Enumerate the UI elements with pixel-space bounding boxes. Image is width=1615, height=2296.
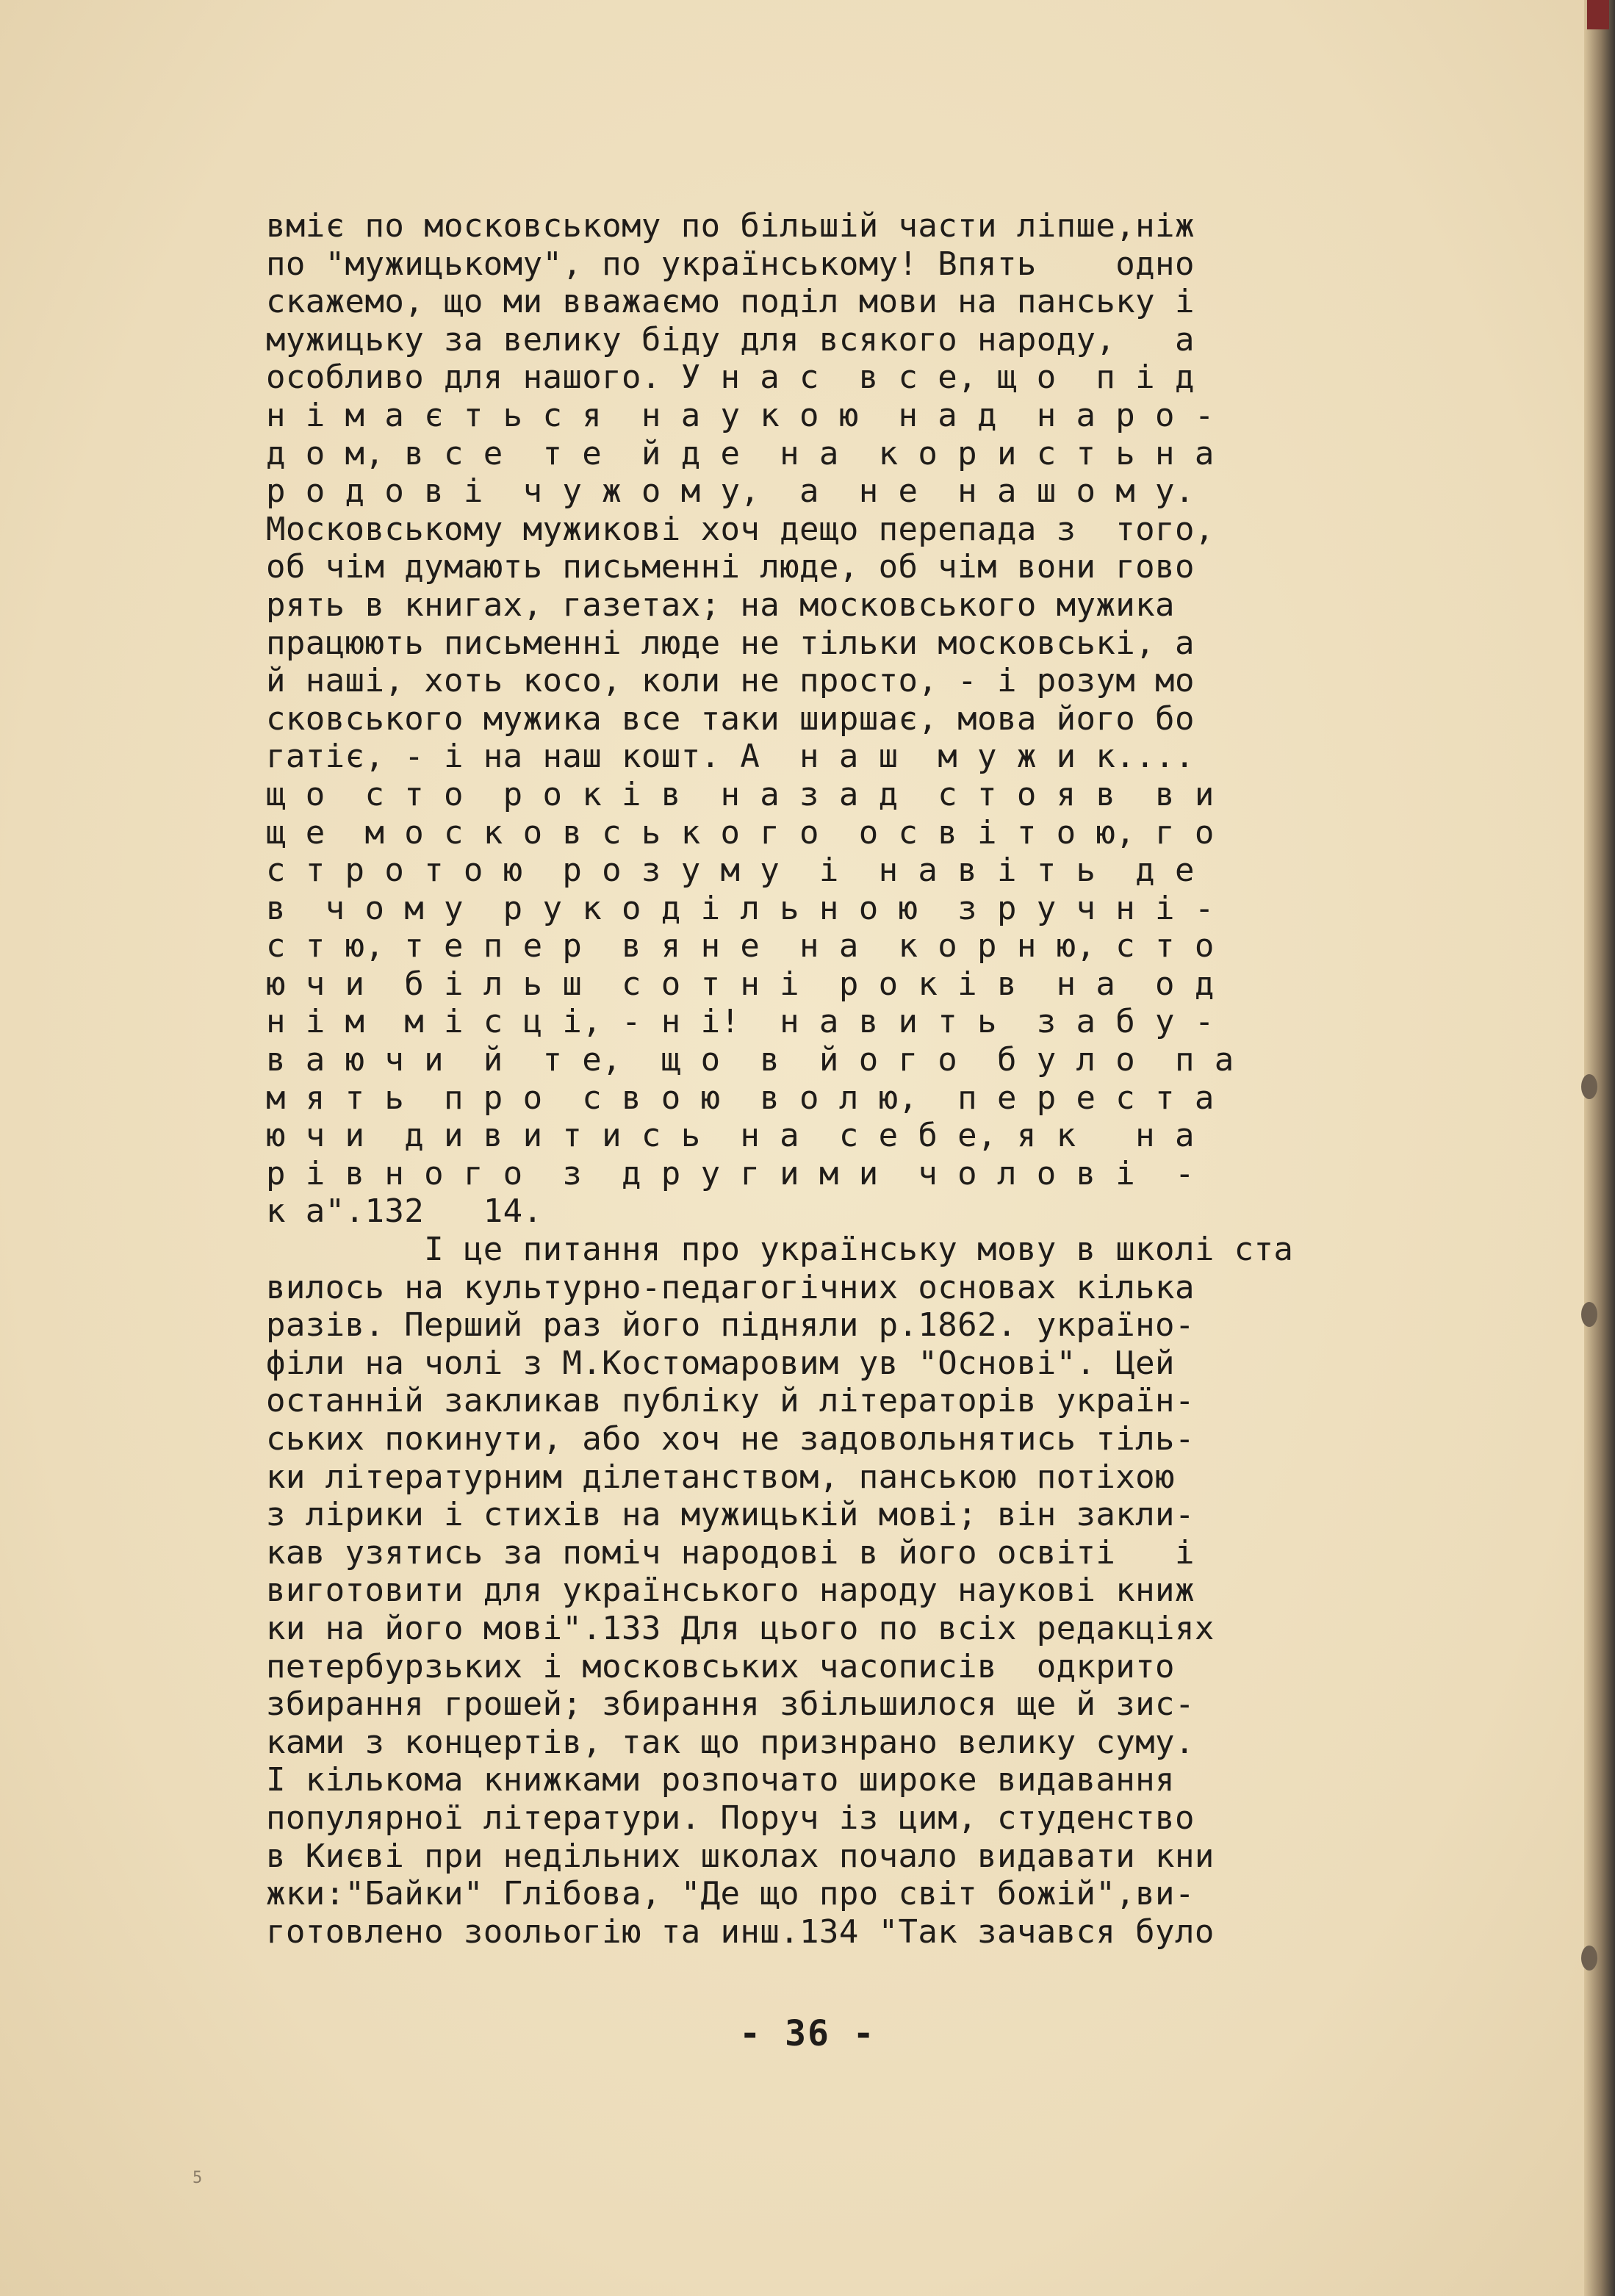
text-line: в а ю ч и й т е, щ о в й о г о б у л о п а bbox=[266, 1041, 1234, 1079]
text-line: з лірики і стихів на мужицькій мові; він закли- bbox=[266, 1496, 1195, 1534]
text-line: в ч о м у р у к о д і л ь н о ю з р у ч н і - bbox=[266, 889, 1215, 927]
text-line: ю ч и д и в и т и с ь н а с е б е, я к н а bbox=[266, 1117, 1195, 1155]
text-line: об чім думають письменні люде, об чім вони гово bbox=[266, 548, 1195, 586]
text-line: к а".132 14. bbox=[266, 1192, 543, 1231]
text-line: скажемо, що ми вважаємо поділ мови на панську і bbox=[266, 283, 1195, 321]
text-line: кав узятись за поміч народові в його освіті і bbox=[266, 1533, 1195, 1572]
text-line: виготовити для українського народу наукові книж bbox=[266, 1572, 1195, 1610]
text-line: ських покинути, або хоч не задовольнятись тіль- bbox=[266, 1420, 1195, 1458]
text-line: щ о с т о р о к і в н а з а д с т о я в в и bbox=[266, 775, 1215, 813]
text-line: в Києві при недільних школах почало видавати кни bbox=[266, 1837, 1215, 1875]
text-line: с т р о т о ю р о з у м у і н а в і т ь д е bbox=[266, 852, 1195, 890]
text-line: р і в н о г о з д р у г и м и ч о л о в і - bbox=[266, 1154, 1195, 1192]
text-line: сковського мужика все таки ширшає, мова його бо bbox=[266, 699, 1195, 738]
text-line: особливо для нашого. У н а с в с е, щ о п і д bbox=[266, 359, 1195, 397]
text-line: й наші, хоть косо, коли не просто, - і розум мо bbox=[266, 662, 1195, 700]
text-line: збирання грошей; збирання збільшилося ще й зис- bbox=[266, 1685, 1195, 1724]
text-line: вміє по московському по більшій части ліпше,ніж bbox=[266, 207, 1195, 245]
corner-mark: 5 bbox=[193, 2169, 203, 2187]
page-text bbox=[266, 207, 1412, 1951]
text-line: мужицьку за велику біду для всякого народу, а bbox=[266, 320, 1195, 359]
text-line: по "мужицькому", по українському! Впять одно bbox=[266, 245, 1195, 283]
page-number: - 36 - bbox=[739, 2013, 876, 2054]
text-line: ю ч и б і л ь ш с о т н і р о к і в н а о д bbox=[266, 965, 1215, 1003]
binding-tab bbox=[1581, 1946, 1597, 1971]
text-line: ками з концертів, так що признрано велику суму. bbox=[266, 1723, 1195, 1761]
text-line: р о д о в і ч у ж о м у, а н е н а ш о м у. bbox=[266, 472, 1195, 511]
binding-mark bbox=[1587, 0, 1609, 29]
text-line: щ е м о с к о в с ь к о г о о с в і т о ю, г о bbox=[266, 813, 1215, 852]
text-line: працюють письменні люде не тільки московські, а bbox=[266, 624, 1195, 662]
text-line: Московському мужикові хоч дещо перепада з того, bbox=[266, 510, 1215, 548]
text-line: разів. Перший раз його підняли р.1862. україно- bbox=[266, 1306, 1195, 1345]
text-line: І це питання про українську мову в школі ста bbox=[266, 1231, 1294, 1269]
text-line: ки літературним ділетанством, панською потіхою bbox=[266, 1458, 1175, 1496]
text-line: ки на його мові".133 Для цього по всіх редакціях bbox=[266, 1609, 1215, 1647]
text-line: І кількома книжками розпочато широке видавання bbox=[266, 1761, 1175, 1799]
text-line: с т ю, т е п е р в я н е н а к о р н ю, с т о bbox=[266, 927, 1215, 965]
binding-tab bbox=[1581, 1074, 1597, 1099]
text-line: м я т ь п р о с в о ю в о л ю, п е р е с т а bbox=[266, 1079, 1215, 1117]
text-line: петербурзьких і московських часописів одкрито bbox=[266, 1647, 1175, 1685]
text-line: гатіє, - і на наш кошт. А н а ш м у ж и к.... bbox=[266, 738, 1195, 776]
binding-tab bbox=[1581, 1302, 1597, 1327]
text-line: жки:"Байки" Глібова, "Де що про світ божій",ви- bbox=[266, 1875, 1195, 1913]
text-line: вилось на культурно-педагогічних основах кілька bbox=[266, 1268, 1195, 1306]
text-line: рять в книгах, газетах; на московського мужика bbox=[266, 586, 1175, 624]
text-line: н і м а є т ь с я н а у к о ю н а д н а р о - bbox=[266, 396, 1215, 434]
text-line: готовлено зоольогію та инш.134 "Так зачався було bbox=[266, 1912, 1215, 1951]
text-line: філи на чолі з М.Костомаровим ув "Основі". Цей bbox=[266, 1344, 1175, 1382]
text-line: популярної літератури. Поруч із цим, студенство bbox=[266, 1799, 1195, 1837]
text-line: останній закликав публіку й літераторів україн- bbox=[266, 1382, 1195, 1420]
text-line: д о м, в с е т е й д е н а к о р и с т ь н а bbox=[266, 434, 1215, 472]
text-line: н і м м і с ц і, - н і! н а в и т ь з а б у - bbox=[266, 1003, 1215, 1041]
